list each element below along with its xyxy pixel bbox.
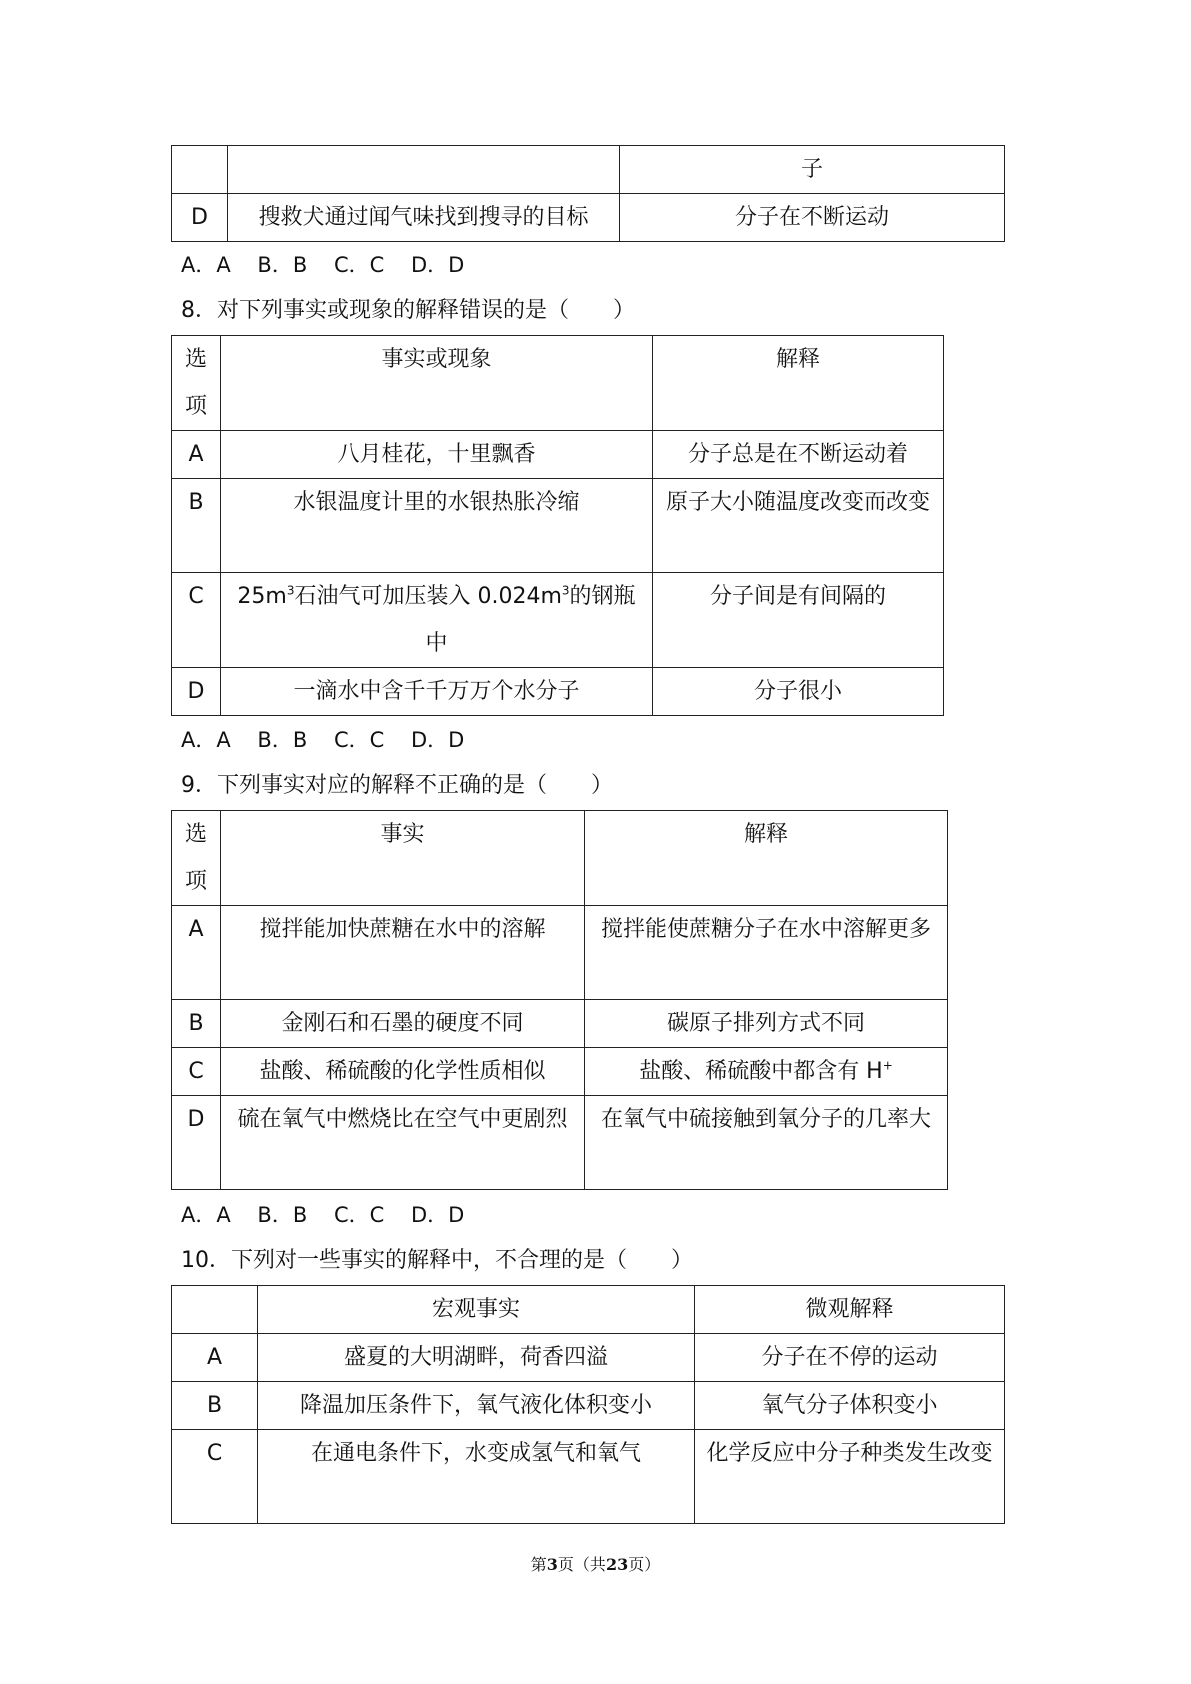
fact-header-cell: 宏观事实 [258, 1286, 695, 1334]
q9-choices: A．A B．B C．C D．D [181, 1203, 465, 1227]
q7-choices: A．A B．B C．C D．D [181, 253, 465, 277]
fact-cell: 八月桂花，十里飘香 [221, 431, 653, 479]
q8-choices: A．A B．B C．C D．D [181, 728, 465, 752]
fact-text-part: 的钢瓶中 [425, 584, 636, 656]
table-header-row [172, 1286, 1005, 1334]
q10-table [171, 1285, 1005, 1524]
fact-cell: 在通电条件下，水变成氢气和氧气 [258, 1430, 695, 1524]
table-row [172, 1048, 948, 1096]
fact-cell: 搅拌能加快蔗糖在水中的溶解 [221, 906, 585, 1000]
q10-title: 10．下列对一些事实的解释中，不合理的是（ ） [181, 1248, 693, 1273]
q8-table-block [171, 335, 944, 716]
page-footer [0, 1552, 1191, 1575]
explain-header-cell: 微观解释 [695, 1286, 1005, 1334]
q9-table-block [171, 810, 948, 1190]
fact-cell: 盛夏的大明湖畔，荷香四溢 [258, 1334, 695, 1382]
option-cell: B [172, 1000, 221, 1048]
table-row [172, 431, 944, 479]
option-cell [172, 146, 228, 194]
table-row [172, 1096, 948, 1190]
table-row [172, 573, 944, 668]
table-row [172, 1430, 1005, 1524]
explain-cell: 子 [620, 146, 1005, 194]
option-header-cell: 选项 [172, 336, 221, 431]
option-cell: D [172, 194, 228, 242]
option-cell: A [172, 1334, 258, 1382]
explain-cell: 分子在不断运动 [620, 194, 1005, 242]
fact-cell: 搜救犬通过闻气味找到搜寻的目标 [228, 194, 620, 242]
explain-header-cell: 解释 [653, 336, 944, 431]
explain-cell: 分子在不停的运动 [695, 1334, 1005, 1382]
q8-table [171, 335, 944, 716]
option-cell: B [172, 1382, 258, 1430]
fact-cell: 盐酸、稀硫酸的化学性质相似 [221, 1048, 585, 1096]
explain-cell: 在氧气中硫接触到氧分子的几率大 [585, 1096, 948, 1190]
option-cell: D [172, 1096, 221, 1190]
fact-cell: 一滴水中含千千万万个水分子 [221, 668, 653, 716]
option-cell: A [172, 431, 221, 479]
option-header-cell [172, 1286, 258, 1334]
table-row [172, 479, 944, 573]
q9-title: 9．下列事实对应的解释不正确的是（ ） [181, 773, 613, 798]
table-row [172, 194, 1005, 242]
fact-cell: 降温加压条件下，氧气液化体积变小 [258, 1382, 695, 1430]
option-header-cell: 选项 [172, 811, 221, 906]
fact-header-cell: 事实 [221, 811, 585, 906]
table-row [172, 1382, 1005, 1430]
table-header-row [172, 811, 948, 906]
fact-cell: 金刚石和石墨的硬度不同 [221, 1000, 585, 1048]
option-cell: B [172, 479, 221, 573]
table-row [172, 146, 1005, 194]
fact-header-cell: 事实或现象 [221, 336, 653, 431]
fact-cell: 硫在氧气中燃烧比在空气中更剧烈 [221, 1096, 585, 1190]
option-cell: C [172, 1430, 258, 1524]
table-row [172, 906, 948, 1000]
q7-table [171, 145, 1005, 242]
table-row [172, 668, 944, 716]
footer-middle: 页（共 [557, 1555, 606, 1574]
footer-prefix: 第 [530, 1555, 547, 1574]
explain-cell: 分子间是有间隔的 [653, 573, 944, 668]
q8-title: 8．对下列事实或现象的解释错误的是（ ） [181, 298, 635, 323]
superscript: 3 [561, 583, 570, 598]
option-cell: C [172, 1048, 221, 1096]
fact-text-part: 石油气可加压装入 0.024m [294, 584, 562, 609]
explain-cell: 搅拌能使蔗糖分子在水中溶解更多 [585, 906, 948, 1000]
fact-cell: 水银温度计里的水银热胀冷缩 [221, 479, 653, 573]
explain-cell [585, 1048, 948, 1096]
q10-table-block [171, 1285, 1005, 1524]
superscript: 3 [286, 583, 295, 598]
total-pages: 23 [605, 1555, 629, 1574]
table-header-row [172, 336, 944, 431]
fact-cell [221, 573, 653, 668]
explain-header-cell: 解释 [585, 811, 948, 906]
fact-text-part: 25m [237, 584, 287, 609]
fact-cell [228, 146, 620, 194]
explain-cell: 分子很小 [653, 668, 944, 716]
explain-cell: 分子总是在不断运动着 [653, 431, 944, 479]
page-number: 3 [546, 1555, 558, 1574]
explain-cell: 氧气分子体积变小 [695, 1382, 1005, 1430]
table-row [172, 1334, 1005, 1382]
q9-table [171, 810, 948, 1190]
explain-text-part: 盐酸、稀硫酸中都含有 H [639, 1059, 883, 1084]
explain-cell: 化学反应中分子种类发生改变 [695, 1430, 1005, 1524]
explain-cell: 原子大小随温度改变而改变 [653, 479, 944, 573]
footer-suffix: 页） [628, 1555, 661, 1574]
table-row [172, 1000, 948, 1048]
option-cell: D [172, 668, 221, 716]
explain-cell: 碳原子排列方式不同 [585, 1000, 948, 1048]
option-cell: C [172, 573, 221, 668]
superscript: + [882, 1058, 893, 1073]
q7-table-block [171, 145, 1005, 242]
option-cell: A [172, 906, 221, 1000]
